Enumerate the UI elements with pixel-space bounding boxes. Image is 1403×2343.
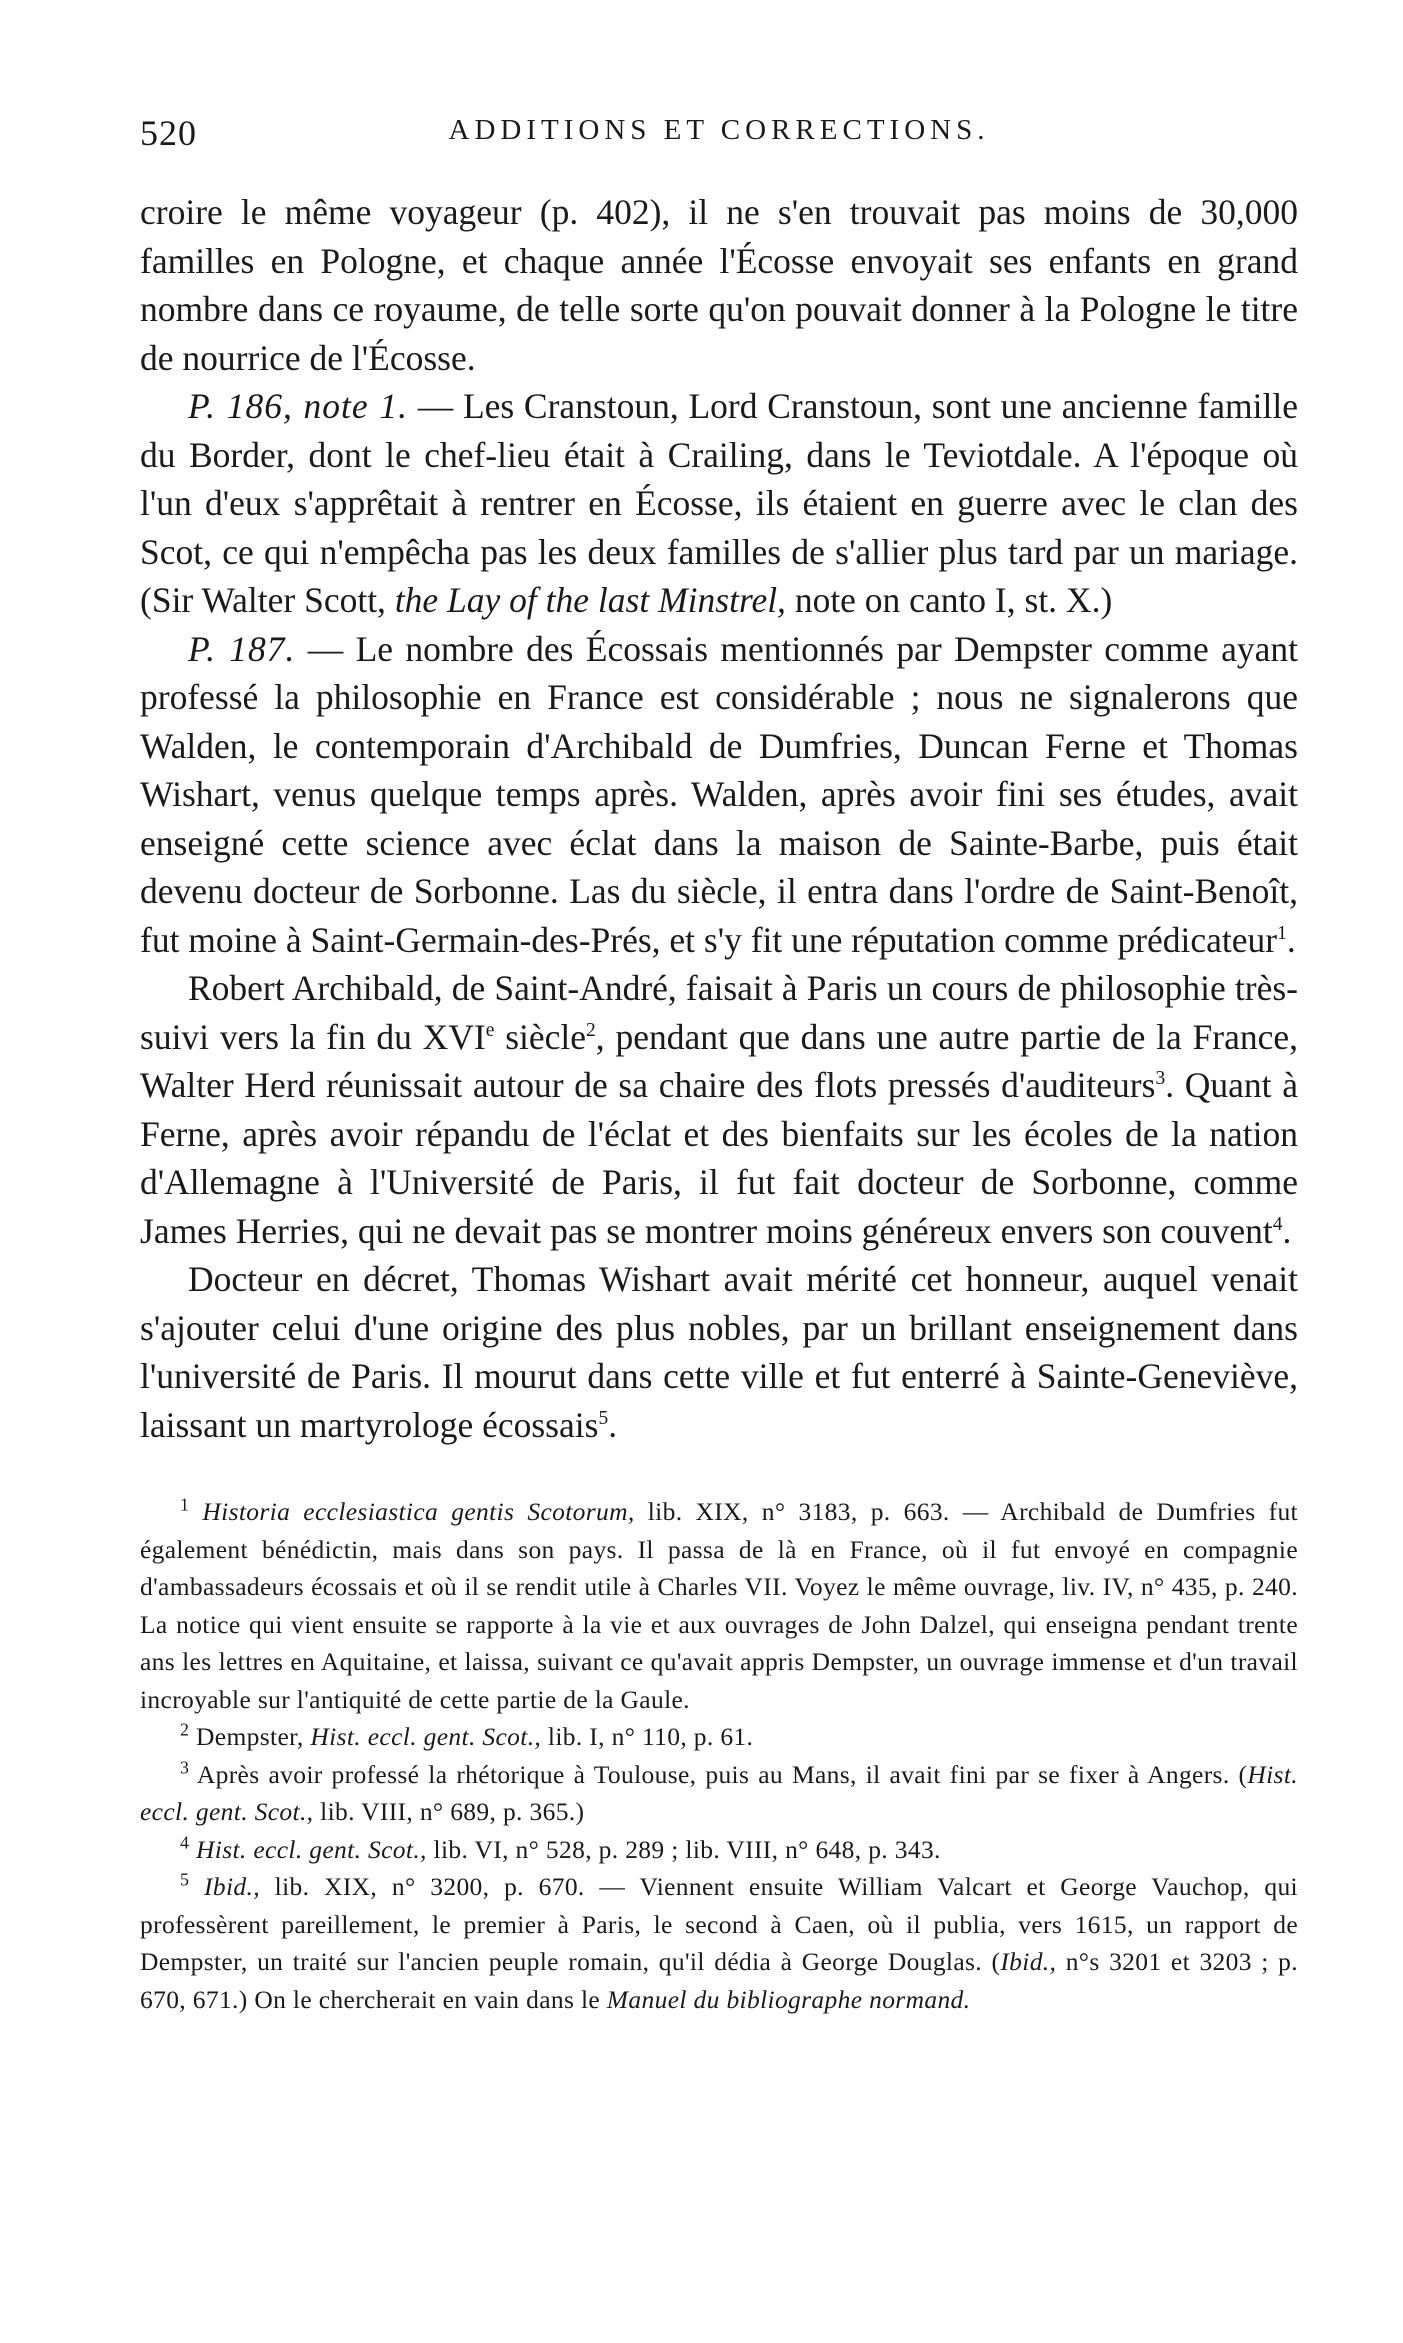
footnote-5: $^5$ Ibid., lib. XIX, n° 3200, p. 670. — Viennent ensuite William Valcart et George Vauchop, qui professèrent pareillement, le premier à Paris, le second à Caen, où il publia, vers 1615, un rapport de Dempster, un traité sur l'ancien peuple romain, qu'il dédia à George Douglas. (Ibid., n°s 3201 et 3203 ; p. 670, 671.) On le chercherait en vain dans le Manuel du bibliographe normand. (140, 1869, 1298, 2014)
footnote-2: $^2$ Dempster, Hist. eccl. gent. Scot., lib. I, n° 110, p. 61. (180, 1719, 754, 1751)
footnote-marker: 2 (586, 1019, 596, 1041)
footnotes (140, 1493, 1298, 2018)
footnote-marker: 5 (598, 1407, 609, 1429)
paragraph-continuation: croire le même voyageur (p. 402), il ne s'en trouvait pas moins de 30,000 familles en Pologne, et chaque année l'Écosse envoyait ses enfants en grand nombre dans ce royaume, de telle sorte qu'on pouvait donner à la Pologne le titre de nourrice de l'Écosse. (140, 192, 1298, 378)
paragraph-dempster: P. 187. — Le nombre des Écossais mentionnés par Dempster comme ayant professé la philosophie en France est considérable ; nous ne signalerons que Walden, le contemporain d'Archibald de Dumfries, Duncan Ferne et Thomas Wishart, venus quelque temps après. Walden, après avoir fini ses études, avait enseigné cette science avec éclat dans la maison de Sainte-Barbe, puis était devenu docteur de Sorbonne. Las du siècle, il entra dans l'ordre de Saint-Benoît, fut moine à Saint-Germain-des-Prés, et s'y fit une réputation comme prédicateur$^1$. (140, 628, 1298, 960)
footnote-3: $^3$ Après avoir professé la rhétorique à Toulouse, puis au Mans, il avait fini par se fixer à Angers. (Hist. eccl. gent. Scot., lib. VIII, n° 689, p. 365.) (140, 1757, 1298, 1826)
footnote-marker: 4 (1272, 1213, 1283, 1235)
page-number: 520 (140, 113, 197, 153)
book-title: the Lay of the last Minstrel, (394, 580, 786, 620)
page-reference: P. 187. (188, 628, 296, 669)
page (140, 112, 1298, 2018)
main-text (140, 188, 1298, 1449)
paragraph-archibald: Robert Archibald, de Saint-André, faisait à Paris un cours de philosophie très-suivi vers la fin du XVIe siècle$^2$, pendant que dans une autre partie de la France, Walter Herd réunissait autour de sa chaire des flots pressés d'auditeurs$^3$. Quant à Ferne, après avoir répandu de l'éclat et des bienfaits sur les écoles de la nation d'Allemagne à l'Université de Paris, il fut fait docteur de Sorbonne, comme James Herries, qui ne devait pas se montrer moins généreux envers son couvent$^4$. (140, 968, 1298, 1251)
paragraph-wishart: Docteur en décret, Thomas Wishart avait mérité cet honneur, auquel venait s'ajouter celui d'une origine des plus nobles, par un brillant enseignement dans l'université de Paris. Il mourut dans cette ville et fut enterré à Sainte-Geneviève, laissant un martyrologe écossais$^5$. (140, 1259, 1298, 1445)
footnote-4: $^4$ Hist. eccl. gent. Scot., lib. VI, n° 528, p. 289 ; lib. VIII, n° 648, p. 343. (180, 1832, 941, 1864)
footnote-1: $^1$ Historia ecclesiastica gentis Scotorum, lib. XIX, n° 3183, p. 663. — Archibald de Dumfries fut également bénédictin, mais dans son pays. Il passa de là en France, où il fut envoyé en compagnie d'ambassadeurs écossais et où il se rendit utile à Charles VII. Voyez le même ouvrage, liv. IV, n° 435, p. 240. La notice qui vient ensuite se rapporte à la vie et aux ouvrages de John Dalzel, qui enseigna pendant trente ans les lettres en Aquitaine, et laissa, suivant ce qu'avait appris Dempster, un ouvrage immense et d'un travail incroyable sur l'antiquité de cette partie de la Gaule. (140, 1494, 1298, 1714)
page-header (140, 112, 1298, 172)
footnote-marker: 3 (1155, 1068, 1166, 1090)
paragraph-cranstoun: P. 186, note 1. — Les Cranstoun, Lord Cranstoun, sont une ancienne famille du Border, dont le chef-lieu était à Crailing, dans le Teviotdale. A l'époque où l'un d'eux s'apprêtait à rentrer en Écosse, ils étaient en guerre avec le clan des Scot, ce qui n'empêcha pas les deux familles de s'allier plus tard par un mariage. (Sir Walter Scott, the Lay of the last Minstrel, note on canto I, st. X.) (140, 386, 1298, 620)
footnote-marker: 1 (1277, 922, 1287, 944)
running-head: ADDITIONS ET CORRECTIONS. (448, 114, 990, 146)
page-reference: P. 186, note 1. (188, 386, 409, 426)
